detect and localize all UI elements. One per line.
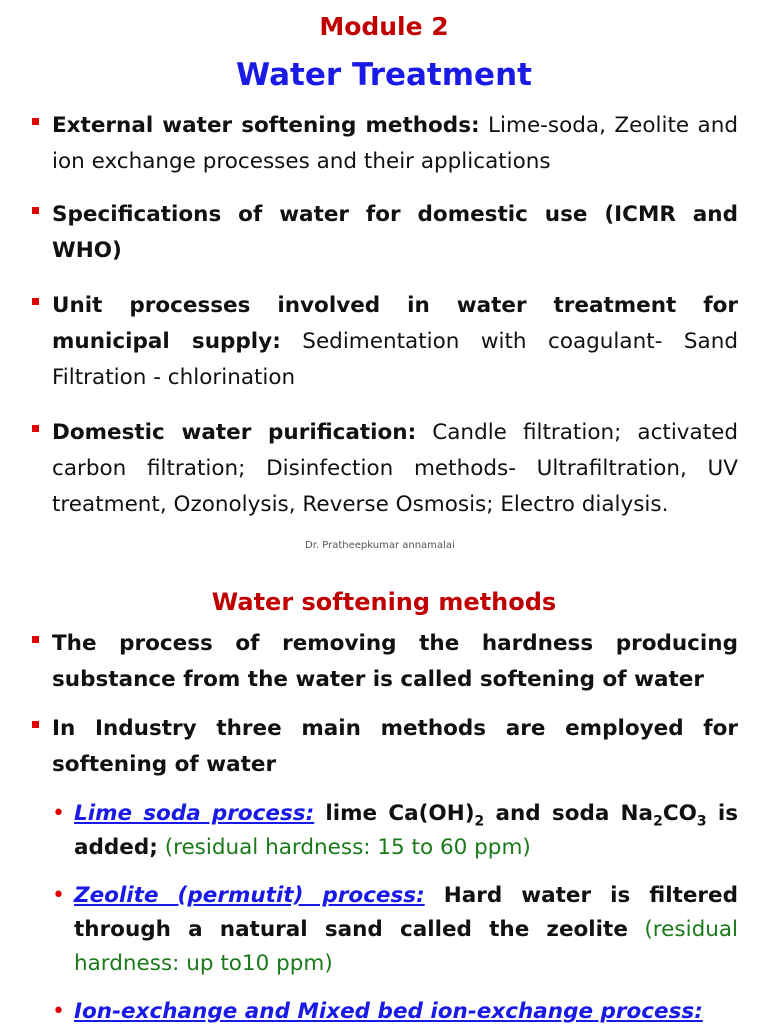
list-item-industry-methods: In Industry three main methods are employed for softening of water bbox=[52, 711, 738, 783]
author-credit: Dr. Pratheepkumar annamalai bbox=[305, 540, 455, 551]
dot-bullet-icon: • bbox=[52, 801, 65, 826]
zeolite-link[interactable]: Zeolite (permutit) process: bbox=[74, 883, 425, 908]
list-item-domestic-purification: Domestic water purification: Candle filtration; activated carbon filtration; Disinfection methods- Ultrafiltration, UV treatment, Ozonolysis, Reverse Osmosis; Electro dialysis. bbox=[52, 415, 738, 523]
dot-bullet-icon: • bbox=[52, 883, 65, 908]
list-item-external-softening: External water softening methods: Lime-soda, Zeolite and ion exchange processes and their applications bbox=[52, 108, 738, 180]
square-bullet-icon bbox=[32, 118, 39, 125]
sub-item-zeolite: • Zeolite (permutit) process: Hard water is filtered through a natural sand called the zeolite (residual hardness: up to10 ppm) bbox=[74, 879, 738, 981]
square-bullet-icon bbox=[32, 298, 39, 305]
module-title: Module 2 bbox=[319, 12, 449, 41]
dot-bullet-icon: • bbox=[52, 999, 65, 1024]
section-heading: Water softening methods bbox=[211, 588, 557, 616]
list-item-specifications: Specifications of water for domestic use (ICMR and WHO) bbox=[52, 197, 738, 269]
lime-soda-link[interactable]: Lime soda process: bbox=[74, 801, 315, 826]
square-bullet-icon bbox=[32, 721, 39, 728]
square-bullet-icon bbox=[32, 636, 39, 643]
page-title: Water Treatment bbox=[236, 57, 532, 93]
ion-exchange-link[interactable]: Ion-exchange and Mixed bed ion-exchange process: bbox=[74, 999, 703, 1024]
sub-item-lime-soda: • Lime soda process: lime $Ca(OH)_2$ and soda $Na_2CO_3$ is added; (residual hardness: 15 to 60 ppm) bbox=[74, 797, 738, 865]
list-item-unit-processes: Unit processes involved in water treatment for municipal supply: Sedimentation with coagulant- Sand Filtration - chlorination bbox=[52, 288, 738, 396]
square-bullet-icon bbox=[32, 207, 39, 214]
list-item-softening-definition: The process of removing the hardness producing substance from the water is called softening of water bbox=[52, 626, 738, 698]
square-bullet-icon bbox=[32, 425, 39, 432]
